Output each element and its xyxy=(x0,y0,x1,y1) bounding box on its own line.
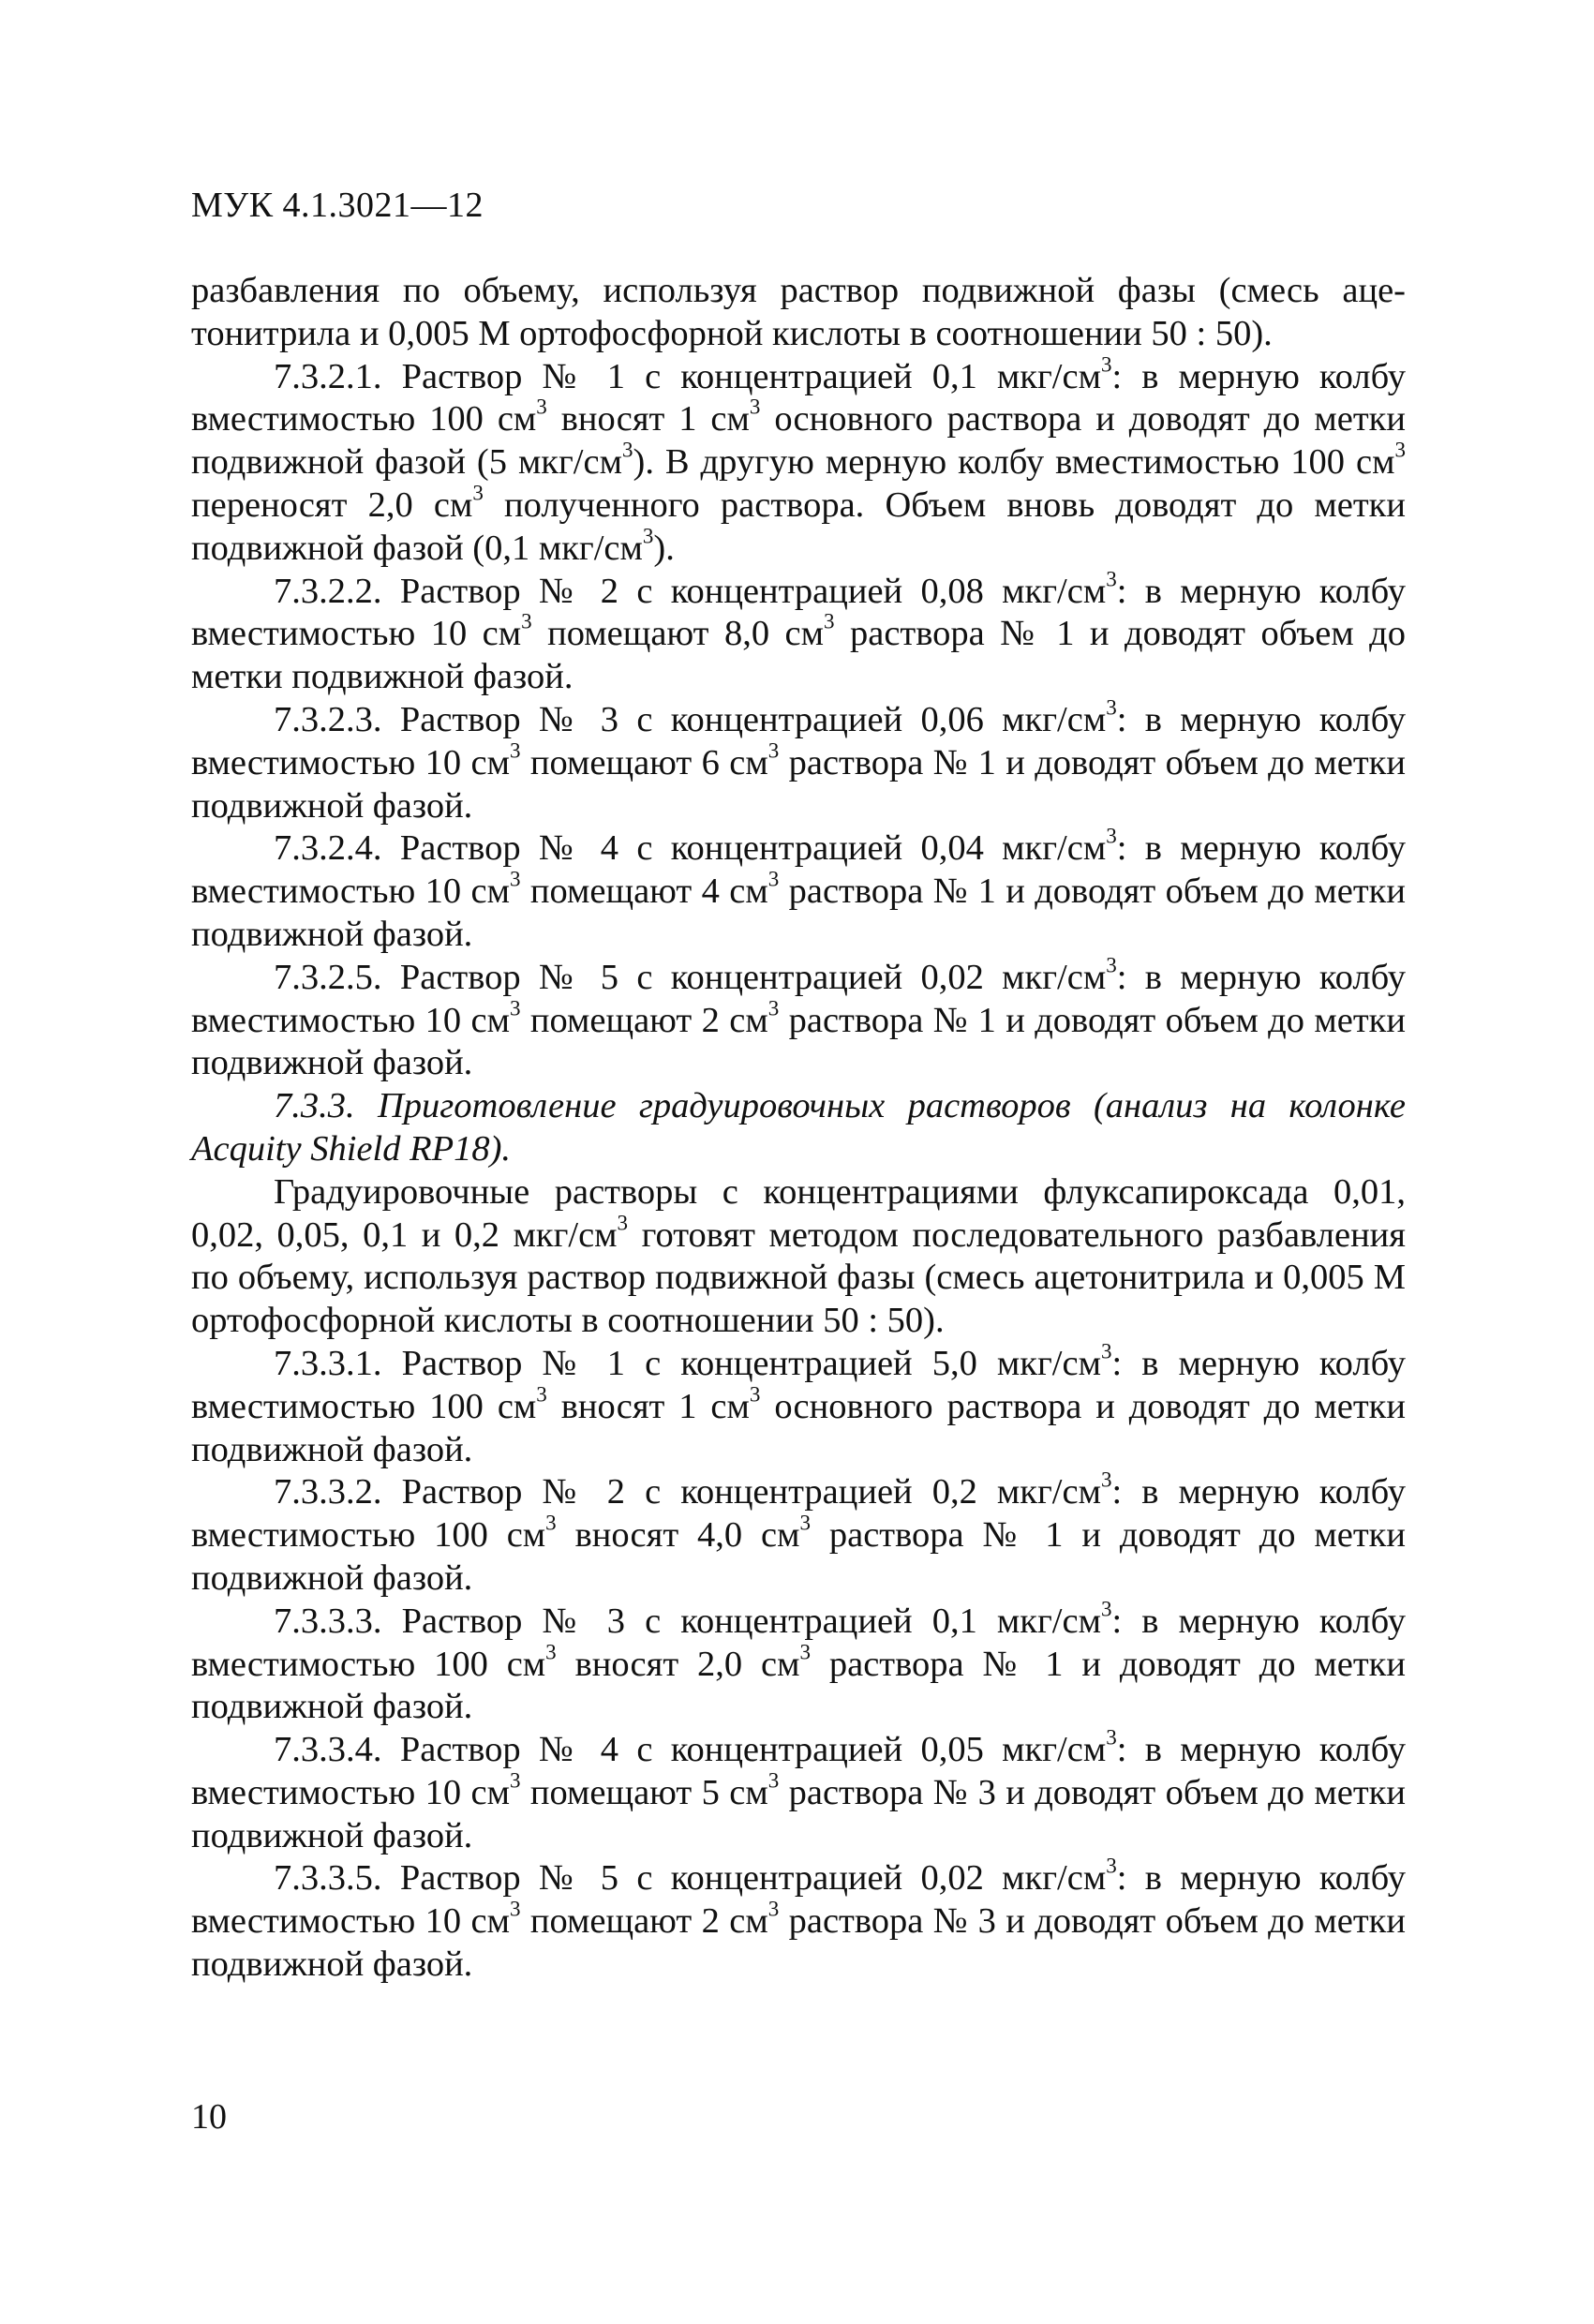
superscript: 3 xyxy=(617,1210,629,1235)
paragraph-p-7-3-2-3 xyxy=(191,694,1406,827)
superscript: 3 xyxy=(545,1510,557,1535)
paragraph-p-7-3-3-4 xyxy=(191,1724,1406,1857)
text-run: помещают 2 см xyxy=(520,1000,768,1040)
text-run: 7.3.3.3. Раствор № 3 с концентрацией 0,1 мкг/см xyxy=(274,1601,1101,1641)
text-run: : в мерную колбу вместимостью 10 см xyxy=(191,1730,1406,1812)
text-run: : в мерную колбу вместимостью 100 см xyxy=(191,1343,1406,1426)
text-run: 7.3.3.2. Раствор № 2 с концентрацией 0,2 мкг/см xyxy=(274,1472,1101,1512)
superscript: 3 xyxy=(1100,351,1112,377)
paragraph-p-7-3-3-intro xyxy=(191,1171,1406,1343)
superscript: 3 xyxy=(1100,1467,1112,1492)
superscript: 3 xyxy=(642,523,654,548)
superscript: 3 xyxy=(536,1381,547,1407)
text-run: 7.3.3. Приготовление градуировочных растворов (анализ на колонке Acquity Shield RP18). xyxy=(191,1086,1406,1169)
superscript: 3 xyxy=(749,395,761,420)
text-run: вносят 2,0 см xyxy=(556,1644,800,1684)
superscript: 3 xyxy=(767,737,780,763)
text-run: : в мерную колбу вместимостью 100 см xyxy=(191,356,1406,439)
text-run: помещают 4 см xyxy=(520,872,768,912)
paragraph-p-7-3-2-4 xyxy=(191,824,1406,956)
superscript: 3 xyxy=(1100,1338,1112,1363)
text-run: раствора № 1 и доводят объем до метки подвижной фазой. xyxy=(191,1000,1406,1083)
text-run: 7.3.2.3. Раствор № 3 с концентрацией 0,06 мкг/см xyxy=(274,699,1107,739)
paragraph-p-7-3-2-1 xyxy=(191,351,1406,571)
text-run: 7.3.3.4. Раствор № 4 с концентрацией 0,05 мкг/см xyxy=(274,1730,1107,1770)
superscript: 3 xyxy=(749,1381,761,1407)
text-run: ). xyxy=(653,528,675,568)
superscript: 3 xyxy=(1106,1854,1117,1879)
superscript: 3 xyxy=(509,866,521,891)
text-run: : в мерную колбу вместимостью 10 см xyxy=(191,571,1406,654)
superscript: 3 xyxy=(521,609,532,634)
page-number: 10 xyxy=(191,2097,227,2137)
text-run: раствора № 1 и доводят до метки подвижной фазой. xyxy=(191,1515,1406,1598)
text-run: помещают 2 см xyxy=(520,1901,768,1942)
superscript: 3 xyxy=(1106,694,1117,720)
paragraph-p-7-3-3 xyxy=(191,1085,1406,1171)
paragraph-p-7-3-2-5 xyxy=(191,952,1406,1085)
text-run: раствора № 1 и доводят объем до метки подвижной фазой. xyxy=(191,872,1406,954)
text-run: разбавления по объему, используя раствор подвижной фазы (смесь ацетонитрила и 0,005 М ортофосфорной кислоты в соотношении 50 : 50). xyxy=(191,271,1406,353)
document-body xyxy=(191,270,1406,1987)
superscript: 3 xyxy=(536,395,547,420)
text-run: помещают 6 см xyxy=(520,742,768,782)
paragraph-p-7-3-3-3 xyxy=(191,1596,1406,1729)
text-run: готовят методом последовательного разбавления по объему, используя раствор подвижной фазы (смесь ацетонитрила и 0,005 М ортофосфорной кислоты в соотношении 50 : 50). xyxy=(191,1214,1406,1341)
text-run: раствора № 3 и доводят объем до метки подвижной фазой. xyxy=(191,1772,1406,1855)
paragraph-p-7-3-2-2 xyxy=(191,566,1406,699)
text-run: 7.3.2.1. Раствор № 1 с концентрацией 0,1 мкг/см xyxy=(274,356,1101,396)
superscript: 3 xyxy=(799,1510,812,1535)
document-code-header: МУК 4.1.3021—12 xyxy=(191,186,484,225)
superscript: 3 xyxy=(767,866,780,891)
paragraph-p-7-3-3-2 xyxy=(191,1467,1406,1600)
superscript: 3 xyxy=(509,995,521,1020)
text-run: ). В другую мерную колбу вместимостью 100 см xyxy=(633,442,1395,483)
superscript: 3 xyxy=(509,1767,521,1793)
text-run: помещают 8,0 см xyxy=(531,614,824,654)
text-run: 7.3.3.5. Раствор № 5 с концентрацией 0,02 мкг/см xyxy=(274,1858,1107,1899)
superscript: 3 xyxy=(1106,952,1117,977)
text-run: вносят 1 см xyxy=(546,399,750,439)
text-run: вносят 1 см xyxy=(546,1386,750,1426)
paragraph-p-7-3-3-1 xyxy=(191,1338,1406,1471)
superscript: 3 xyxy=(767,1767,780,1793)
superscript: 3 xyxy=(1106,1724,1117,1750)
superscript: 3 xyxy=(472,480,484,505)
text-run: раствора № 1 и доводят объем до метки подвижной фазой. xyxy=(191,742,1406,826)
text-run: 7.3.2.4. Раствор № 4 с концентрацией 0,04 мкг/см xyxy=(274,828,1107,869)
text-run: вносят 4,0 см xyxy=(556,1515,800,1556)
superscript: 3 xyxy=(767,1896,780,1921)
superscript: 3 xyxy=(1106,566,1117,591)
text-run: переносят 2,0 см xyxy=(191,484,473,525)
text-run: : в мерную колбу вместимостью 10 см xyxy=(191,828,1406,912)
superscript: 3 xyxy=(545,1639,557,1664)
text-run: основного раствора и доводят до метки подвижной фазой. xyxy=(191,1386,1406,1469)
superscript: 3 xyxy=(509,737,521,763)
superscript: 3 xyxy=(621,437,633,462)
text-run: : в мерную колбу вместимостью 100 см xyxy=(191,1472,1406,1556)
paragraph-p-cont xyxy=(191,270,1406,356)
text-run: помещают 5 см xyxy=(520,1772,768,1812)
text-run: : в мерную колбу вместимостью 100 см xyxy=(191,1601,1406,1684)
text-run: : в мерную колбу вместимостью 10 см xyxy=(191,957,1406,1040)
superscript: 3 xyxy=(1100,1596,1112,1621)
text-run: : в мерную колбу вместимостью 10 см xyxy=(191,1858,1406,1942)
superscript: 3 xyxy=(767,995,780,1020)
text-run: раствора № 1 и доводят объем до метки подвижной фазой. xyxy=(191,614,1406,697)
text-run: 7.3.2.5. Раствор № 5 с концентрацией 0,02 мкг/см xyxy=(274,957,1107,997)
text-run: основного раствора и доводят до метки подвижной фазой (5 мкг/см xyxy=(191,399,1406,483)
paragraph-p-7-3-3-5 xyxy=(191,1854,1406,1986)
superscript: 3 xyxy=(799,1639,812,1664)
superscript: 3 xyxy=(509,1896,521,1921)
superscript: 3 xyxy=(1394,437,1406,462)
text-run: раствора № 3 и доводят объем до метки подвижной фазой. xyxy=(191,1901,1406,1985)
superscript: 3 xyxy=(1106,824,1117,849)
text-run: 7.3.2.2. Раствор № 2 с концентрацией 0,08 мкг/см xyxy=(274,571,1107,611)
text-run: Градуировочные растворы с концентрациями флуксапироксада 0,01, 0,02, 0,05, 0,1 и 0,2 мкг/см xyxy=(191,1171,1406,1255)
text-run: : в мерную колбу вместимостью 10 см xyxy=(191,699,1406,782)
text-run: 7.3.3.1. Раствор № 1 с концентрацией 5,0 мкг/см xyxy=(274,1343,1101,1383)
text-run: полученного раствора. Объем вновь доводят до метки подвижной фазой (0,1 мкг/см xyxy=(191,484,1406,568)
superscript: 3 xyxy=(824,609,835,634)
text-run: раствора № 1 и доводят до метки подвижной фазой. xyxy=(191,1644,1406,1727)
